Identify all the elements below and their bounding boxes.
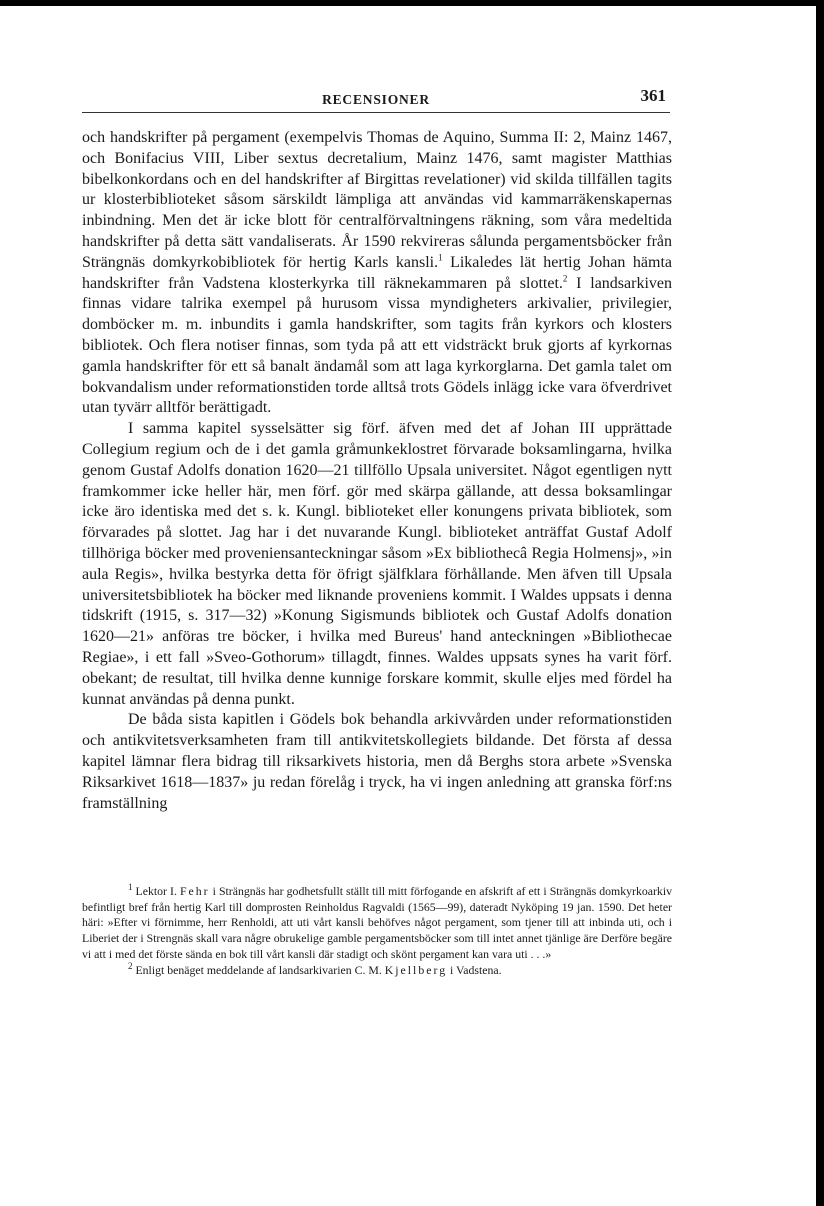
- paragraph-1-part-c: I landsarkiven finnas vidare talrika exempel på hurusom vissa myndigheters arkivalier, privilegier, domböcker m. m. inbundits i gamla handskrifter, som tagits från kyrkors och klosters bibliotek. Och flera notiser finnas, som tyda på att ett vidsträckt bruk gjorts af kyrkornas gamla handskrifter för ett så banalt ändamål som att laga kyrkorglarna. Det gamla talet om bokvandalism under reformationstiden torde alltså trots Gödels inlägg icke vara öfverdrivet utan tyvärr alltför berättigadt.: [82, 274, 672, 417]
- footnote-1: [82, 884, 672, 963]
- paragraph-1-part-b: Likaledes lät hertig Johan hämta handskrifter från Vadstena klosterkyrka till räknekammaren på slottet.: [82, 253, 673, 292]
- paragraph-2: I samma kapitel sysselsätter sig förf. äfven med det af Johan III upprättade Collegium regium och de i det gamla gråmunkeklostret förvarade boksamlingarna, hvilka genom Gustaf Adolfs donation 1620—21 tillföllo Upsala universitet. Något egentligen nytt framkommer icke heller här, men förf. gör med skärpa gällande, att dessa boksamlingar icke äro identiska med det s. k. Kungl. biblioteket eller konungens privata bibliotek, som förvarades på slottet. Jag har i det nuvarande Kungl. biblioteket anträffat Gustaf Adolf tillhöriga böcker med proveniensanteckningar såsom »Ex bibliothecâ Regia Holmensj», »in aula Regis», hvilka bestyrka detta för öfrigt själfklara förhållande. Men äfven till Upsala universitetsbibliotek ha böcker med liknande proveniens kommit. I Waldes uppsats i denna tidskrift (1915, s. 317—32) »Konung Sigismunds bibliotek och Gustaf Adolfs donation 1620—21» anföras tre böcker, i hvilka med Bureus' hand anteckningen »Bibliothecae Regiae», i ett fall »Sveo-Gothorum» tillagdt, finnes. Waldes uppsats synes ha varit förf. obekant; de resultat, till hvilka denne kunnige forskare kommit, skulle eljes med fördel ha kunnat användas på denna punkt.: [82, 420, 672, 708]
- paragraph-1: [82, 128, 672, 419]
- page-number: 361: [640, 86, 666, 105]
- footnote-2: [82, 960, 672, 979]
- footnote-2-mark: 2: [128, 960, 133, 971]
- footnote-1-mark: 1: [128, 882, 133, 893]
- paragraph-3: De båda sista kapitlen i Gödels bok behandla arkivvården under reformationstiden och antikvitetsverksamheten fram till antikvitetskollegiets bildande. Det första af dessa kapitel lämnar flera bidrag till riksarkivets historia, men då Berghs stora arbete »Svenska Riksarkivet 1618—1837» ju redan förelåg i tryck, ha vi ingen anledning att granska förf:ns framställning: [82, 711, 672, 812]
- footnote-2-name: Kjellberg: [384, 962, 448, 977]
- footnote-ref-1: 1: [438, 252, 443, 263]
- footnote-2-part-b: i Vadstena.: [447, 962, 502, 977]
- scan-border-right: [816, 0, 824, 1206]
- footnote-1-part-a: Lektor I.: [132, 884, 180, 898]
- footnote-1-name: Fehr: [179, 884, 210, 898]
- scan-border-top: [0, 0, 824, 6]
- running-header: [82, 86, 670, 113]
- footnotes: [82, 884, 672, 978]
- footnote-2-part-a: Enligt benäget meddelande af landsarkivarien C. M.: [132, 962, 385, 977]
- footnote-ref-2: 2: [562, 273, 568, 284]
- footnote-1-part-b: i Strängnäs har godhetsfullt ställt till mitt förfogande en afskrift af ett i Strängnäs domkyrkoarkiv befintligt bref från hertig Karl till domprosten Reinholdus Ragvaldi (1565—99), dateradt Nyköping 19 jan. 1590. Det heter häri: »Efter vi förnimme, herr Renholdi, att uti vårt kansli behöfves något pergament, som tjener till att inbinda uti, och i Liberiet der i Strengnäs skall vara någre obrukelige gamble pergamentsböcker som till intet annet tjänlige äre Derföre begäre vi att i med det förste sända en bok till vårt kansli där stadigt och skönt pergament kan vara uti . . .»: [82, 884, 672, 961]
- running-title: RECENSIONER: [322, 92, 430, 107]
- paragraph-1-part-a: och handskrifter på pergament (exempelvis Thomas de Aquino, Summa II: 2, Mainz 1467, och Bonifacius VIII, Liber sextus decretalium, Mainz 1476, samt magister Matthias bibelkonkordans och en del handskrifter af Birgittas revelationer) vid skilda tillfällen tagits ur klosterbiblioteket såsom särskildt lämpliga att användas vid kammarräkenskapernas inbindning. Men det är icke blott för centralförvaltningens räkning, som våra medeltida handskrifter på detta sätt vandaliserats. År 1590 rekvireras sålunda pergamentsböcker från Strängnäs domkyrkobibliotek för hertig Karls kansli.: [82, 129, 672, 271]
- body-text: [82, 128, 672, 814]
